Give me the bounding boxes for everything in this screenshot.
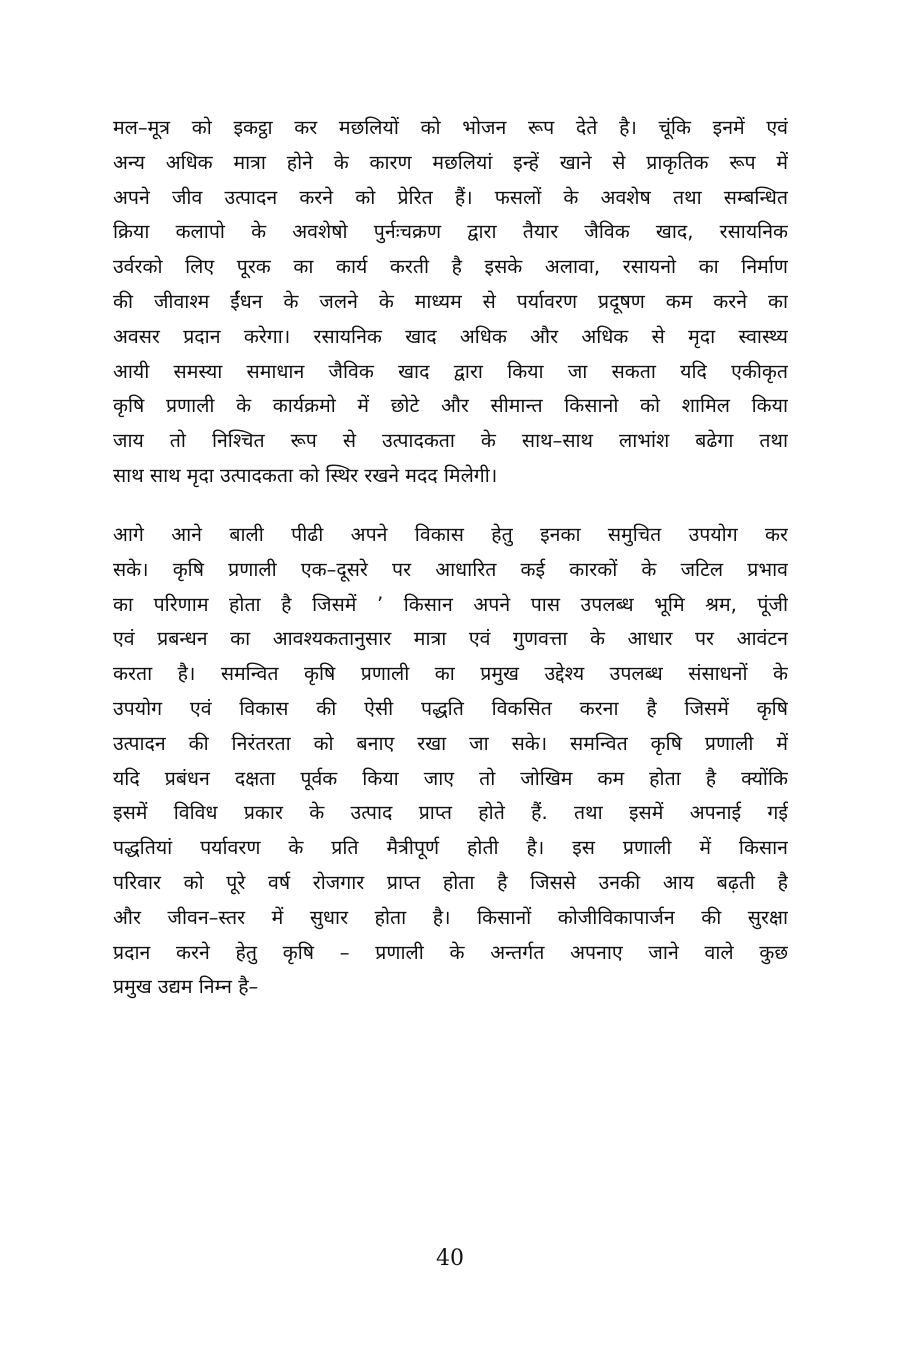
text-line: प्रदान करने हेतु कृषि – प्रणाली के अन्तर्गत अपनाए जाने वाले कुछ — [113, 940, 788, 964]
text-line: कृषि प्रणाली के कार्यक्रमो में छोटे और सीमान्त किसानो को शामिल किया — [113, 394, 788, 418]
text-line: की जीवाश्म ईंधन के जलने के माध्यम से पर्यावरण प्रदूषण कम करने का — [113, 289, 788, 313]
text-line: पद्धतियां पर्यावरण के प्रति मैत्रीपूर्ण होती है। इस प्रणाली में किसान — [113, 836, 788, 860]
text-line: सके। कृषि प्रणाली एक–दूसरे पर आधारित कई कारकों के जटिल प्रभाव — [113, 557, 788, 581]
text-line: एवं प्रबन्धन का आवश्यकतानुसार मात्रा एवं गुणवत्ता के आधार पर आवंटन — [113, 627, 788, 651]
text-line: यदि प्रबंधन दक्षता पूर्वक किया जाए तो जोखिम कम होता है क्योंकि — [113, 766, 788, 790]
paragraph-1 — [113, 111, 788, 494]
text-line: मल–मूत्र को इकट्ठा कर मछलियों को भोजन रूप देते है। चूंकि इनमें एवं — [113, 116, 788, 139]
paragraph-2 — [113, 518, 788, 1005]
text-line: जाय तो निश्चित रूप से उत्पादकता के साथ–साथ लाभांश बढेगा तथा — [113, 429, 788, 453]
text-line: परिवार को पूरे वर्ष रोजगार प्राप्त होता है जिससे उनकी आय बढ़ती है — [113, 870, 788, 894]
text-line: उपयोग एवं विकास की ऐसी पद्धति विकसित करना है जिसमें कृषि — [113, 696, 788, 720]
text-line: अपने जीव उत्पादन करने को प्रेरित हैं। फसलों के अवशेष तथा सम्बन्धित — [113, 185, 788, 209]
text-line: उत्पादन की निरंतरता को बनाए रखा जा सके। समन्वित कृषि प्रणाली में — [113, 731, 788, 755]
text-line: आगे आने बाली पीढी अपने विकास हेतु इनका समुचित उपयोग कर — [113, 523, 788, 546]
text-line: का परिणाम होता है जिसमें ’ किसान अपने पास उपलब्ध भूमि श्रम, पूंजी — [113, 592, 788, 616]
text-line: अन्य अधिक मात्रा होने के कारण मछलियां इन्हें खाने से प्राकृतिक रूप में — [113, 150, 788, 174]
text-line: साथ साथ मृदा उत्पादकता को स्थिर रखने मदद मिलेगी। — [113, 463, 498, 487]
text-line: करता है। समन्वित कृषि प्रणाली का प्रमुख उद्देश्य उपलब्ध संसाधनों के — [113, 662, 788, 686]
text-line: क्रिया कलापो के अवशेषो पुर्नःचक्रण द्वारा तैयार जैविक खाद, रसायनिक — [113, 220, 788, 244]
text-line: आयी समस्या समाधान जैविक खाद द्वारा किया जा सकता यदि एकीकृत — [113, 359, 788, 383]
text-line: और जीवन–स्तर में सुधार होता है। किसानों कोजीविकापार्जन की सुरक्षा — [113, 905, 788, 929]
page-number: 40 — [436, 1246, 464, 1271]
text-line: प्रमुख उद्यम निम्न है– — [113, 975, 259, 999]
text-line: अवसर प्रदान करेगा। रसायनिक खाद अधिक और अधिक से मृदा स्वास्थ्य — [113, 324, 788, 348]
text-line: उर्वरको लिए पूरक का कार्य करती है इसके अलावा, रसायनो का निर्माण — [113, 255, 788, 279]
text-line: इसमें विविध प्रकार के उत्पाद प्राप्त होते हैं. तथा इसमें अपनाई गई — [113, 801, 788, 825]
